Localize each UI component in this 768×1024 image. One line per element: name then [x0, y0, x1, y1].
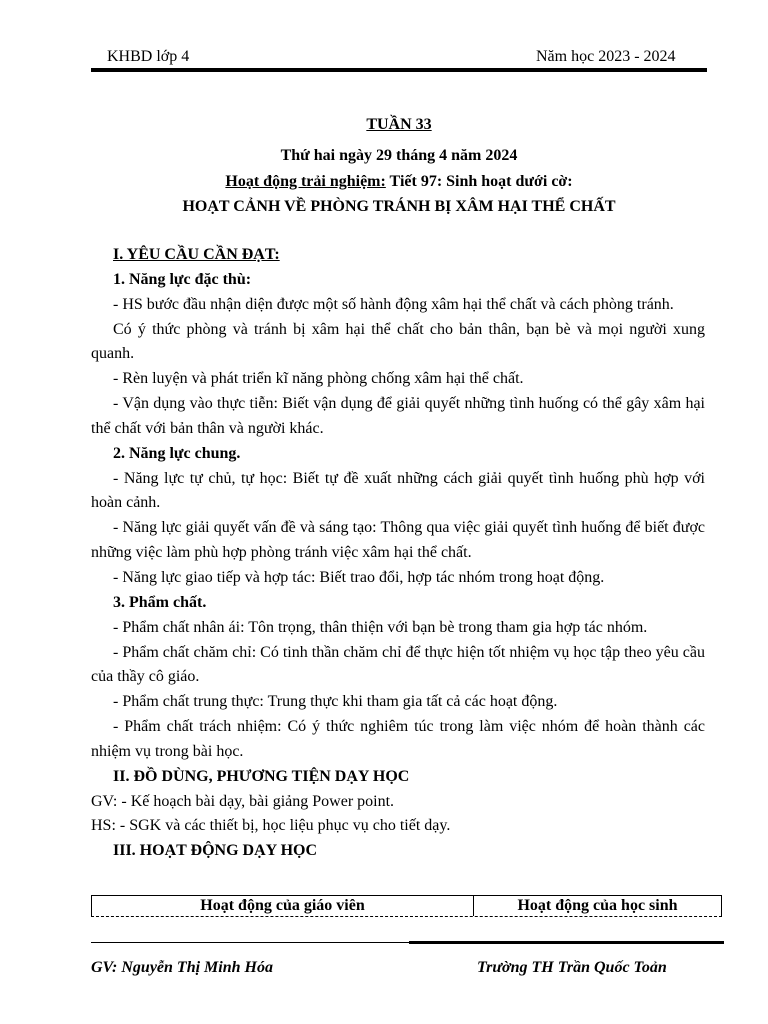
week-title: TUẦN 33 [366, 116, 432, 133]
header-subject: KHBD lớp 4 [107, 48, 190, 65]
lesson-subtitle: HOẠT CẢNH VỀ PHÒNG TRÁNH BỊ XÂM HẠI THỂ CHẤT [182, 198, 616, 215]
footer-teacher: GV: Nguyễn Thị Minh Hóa [91, 959, 273, 976]
paragraph: - Phẩm chất trung thực: Trung thực khi tham gia tất cả các hoạt động. [113, 693, 558, 711]
teacher-materials: GV: - Kế hoạch bài dạy, bài giảng Power point. [91, 792, 395, 810]
footer-rule-thick [409, 941, 724, 944]
paragraph: - HS bước đầu nhận diện được một số hành động xâm hại thể chất và cách phòng tránh. [113, 295, 674, 313]
section-heading-activities: III. HOẠT ĐỘNG DẠY HỌC [113, 842, 318, 860]
subsection-heading-qualities: 3. Phẩm chất. [113, 593, 207, 611]
section-heading-materials: II. ĐỒ DÙNG, PHƯƠNG TIỆN DẠY HỌC [113, 767, 410, 785]
paragraph: - Phẩm chất chăm chỉ: Có tinh thần chăm chỉ để thực hiện tốt nhiệm vụ học tập theo yêu cầu của thầy cô giáo. [91, 643, 705, 686]
activities-table-header [91, 895, 722, 917]
document-body [91, 243, 705, 864]
teacher-activity-column: Hoạt động của giáo viên [92, 896, 474, 916]
paragraph: - Vận dụng vào thực tiễn: Biết vận dụng để giải quyết những tình huống có thể gây xâm hại thể chất với bản thân và người khác. [91, 395, 705, 437]
paragraph: - Năng lực tự chủ, tự học: Biết tự đề xuất những cách giải quyết tình huống phù hợp với hoàn cảnh. [91, 469, 705, 512]
student-activity-column: Hoạt động của học sinh [517, 897, 678, 914]
header-school-year: Năm học 2023 - 2024 [536, 48, 676, 65]
student-materials: HS: - SGK và các thiết bị, học liệu phục vụ cho tiết dạy. [91, 817, 451, 835]
section-heading-requirements: I. YÊU CẦU CẦN ĐẠT: [113, 246, 280, 263]
activity-text: Tiết 97: Sinh hoạt dưới cờ: [385, 173, 573, 190]
paragraph: - Rèn luyện và phát triển kĩ năng phòng chống xâm hại thể chất. [113, 370, 524, 388]
footer-school: Trường TH Trần Quốc Toản [477, 959, 667, 976]
paragraph: Có ý thức phòng và tránh bị xâm hại thể chất cho bản thân, bạn bè và mọi người xung quanh. [91, 320, 705, 363]
activity-line [91, 173, 707, 191]
header-rule [91, 68, 707, 72]
paragraph: - Phẩm chất nhân ái: Tôn trọng, thân thiện với bạn bè trong tham gia hợp tác nhóm. [113, 618, 648, 636]
footer-rule-thin [91, 942, 409, 943]
subsection-heading-general: 2. Năng lực chung. [113, 444, 241, 462]
paragraph: - Năng lực giải quyết vấn đề và sáng tạo: Thông qua việc giải quyết tình huống để biết được những việc làm phù hợp phòng tránh việc xâm hại thể chất. [91, 519, 705, 562]
paragraph: - Năng lực giao tiếp và hợp tác: Biết trao đổi, hợp tác nhóm trong hoạt động. [113, 568, 605, 586]
date-line: Thứ hai ngày 29 tháng 4 năm 2024 [280, 147, 518, 164]
subsection-heading-specific: 1. Năng lực đặc thù: [113, 270, 252, 288]
paragraph: - Phẩm chất trách nhiệm: Có ý thức nghiêm túc trong làm việc nhóm để hoàn thành các nhiệm vụ trong bài học. [91, 718, 705, 760]
activity-label: Hoạt động trải nghiệm: [225, 173, 386, 190]
